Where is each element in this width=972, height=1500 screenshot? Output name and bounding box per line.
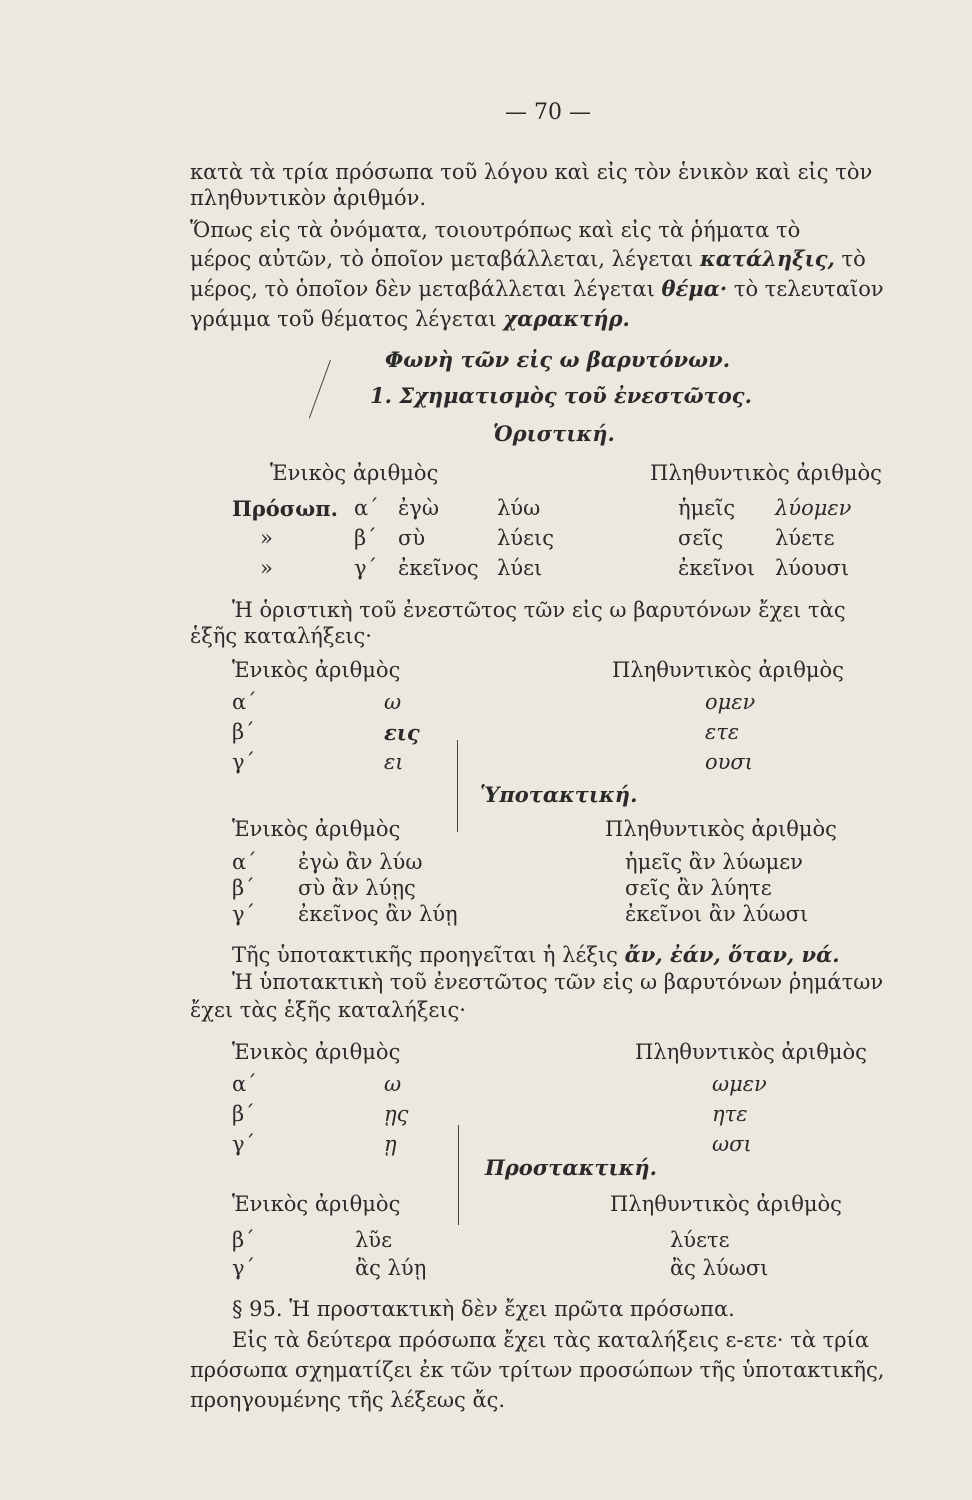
intro-line-3: Ὅπως εἰς τὰ ὀνόματα, τοιουτρόπως καὶ εἰς τὰ ῥήματα τὸ xyxy=(190,218,801,242)
ditto-mark-b: » xyxy=(260,526,273,550)
pronoun-b: σὺ xyxy=(398,526,426,550)
indicative-note-line-2: ἑξῆς καταλήξεις· xyxy=(190,624,372,648)
subj-pl-c: ἐκεῖνοι ἂν λύωσι xyxy=(625,902,809,926)
subj-sg-c: ἐκεῖνος ἂν λύῃ xyxy=(298,902,458,926)
ending-person-c: γ΄ xyxy=(232,750,256,774)
ending-sg-c: ει xyxy=(384,750,404,774)
pl-pronoun-b: σεῖς xyxy=(678,526,724,550)
intro-line-6: γράμμα τοῦ θέματος λέγεται χαρακτήρ. xyxy=(190,306,630,331)
indicative-plural-header: Πληθυντικὸς ἀριθμὸς xyxy=(650,461,882,485)
heading-indicative: Ὁριστική. xyxy=(493,421,615,446)
imp-pl-c: ἂς λύωσι xyxy=(670,1256,769,1280)
subj-ending-pl-b: ητε xyxy=(712,1102,748,1126)
imp-sg-b: λῦε xyxy=(355,1228,392,1252)
indicative-note-line-1: Ἡ ὁριστικὴ τοῦ ἐνεστῶτος τῶν εἰς ω βαρυτόνων ἔχει τὰς xyxy=(232,598,846,622)
subjunctive-particles: ἄν, ἐάν, ὅταν, νά. xyxy=(624,942,840,967)
imp-person-b: β΄ xyxy=(232,1228,255,1252)
imperative-plural-header: Πληθυντικὸς ἀριθμὸς xyxy=(610,1192,842,1216)
section-95-heading: § 95. Ἡ προστακτικὴ δὲν ἔχει πρῶτα πρόσωπα. xyxy=(232,1297,735,1321)
intro-line-1: κατὰ τὰ τρία πρόσωπα τοῦ λόγου καὶ εἰς τὸν ἑνικὸν καὶ εἰς τὸν xyxy=(190,160,873,184)
person-b: β΄ xyxy=(354,526,377,550)
subjunctive-note-1: Τῆς ὑποτακτικῆς προηγεῖται ἡ λέξις ἄν, ἐάν, ὅταν, νά. xyxy=(232,942,840,967)
pl-verb-a: λύομεν xyxy=(775,496,852,520)
heading-voice: Φωνὴ τῶν εἰς ω βαρυτόνων. xyxy=(385,347,731,372)
verb-a: λύω xyxy=(497,496,541,520)
subjunctive-bracket xyxy=(457,740,458,832)
endings-singular-header: Ἑνικὸς ἀριθμὸς xyxy=(232,658,401,682)
ditto-mark-c: » xyxy=(260,556,273,580)
intro-line-5: μέρος, τὸ ὁποῖον δὲν μεταβάλλεται λέγεται θέμα· τὸ τελευταῖον xyxy=(190,276,884,301)
pl-pronoun-c: ἐκεῖνοι xyxy=(678,556,756,580)
term-stem: θέμα· xyxy=(661,276,728,301)
heading-imperative: Προστακτική. xyxy=(485,1155,657,1180)
verb-b: λύεις xyxy=(497,526,554,550)
subj-ending-person-b: β΄ xyxy=(232,1102,255,1126)
final-line-2: πρόσωπα σχηματίζει ἐκ τῶν τρίτων προσώπων τῆς ὑποτακτικῆς, xyxy=(190,1358,885,1382)
margin-stroke xyxy=(309,360,331,419)
imperative-singular-header: Ἑνικὸς ἀριθμὸς xyxy=(232,1192,401,1216)
subjunctive-plural-header: Πληθυντικὸς ἀριθμὸς xyxy=(605,817,837,841)
subj-ending-sg-b: ῃς xyxy=(384,1102,409,1126)
ending-sg-b: εις xyxy=(384,720,420,745)
subj-ending-person-c: γ΄ xyxy=(232,1132,256,1156)
pl-verb-b: λύετε xyxy=(775,526,835,550)
subj-ending-pl-c: ωσι xyxy=(712,1132,752,1156)
subj-person-a: α΄ xyxy=(232,850,257,874)
final-line-3: προηγουμένης τῆς λέξεως ἄς. xyxy=(190,1388,506,1412)
subj-person-c: γ΄ xyxy=(232,902,256,926)
term-character: χαρακτήρ. xyxy=(503,306,630,331)
ending-pl-b: ετε xyxy=(705,720,740,744)
subj-person-b: β΄ xyxy=(232,876,255,900)
subjunctive-singular-header: Ἑνικὸς ἀριθμὸς xyxy=(232,817,401,841)
pronoun-c: ἐκεῖνος xyxy=(398,556,479,580)
ending-pl-c: ουσι xyxy=(705,750,753,774)
verb-c: λύει xyxy=(497,556,543,580)
subj-ending-pl-a: ωμεν xyxy=(712,1072,767,1096)
indicative-singular-header: Ἑνικὸς ἀριθμὸς xyxy=(270,461,439,485)
imperative-bracket xyxy=(458,1125,459,1225)
subj-sg-a: ἐγὼ ἂν λύω xyxy=(298,850,423,874)
subj-endings-plural-header: Πληθυντικὸς ἀριθμὸς xyxy=(635,1040,867,1064)
intro-line-4: μέρος αὐτῶν, τὸ ὁποῖον μεταβάλλεται, λέγεται κατάληξις, τὸ xyxy=(190,246,866,271)
pl-pronoun-a: ἡμεῖς xyxy=(678,496,736,520)
final-line-1: Εἰς τὰ δεύτερα πρόσωπα ἔχει τὰς καταλήξεις ε-ετε· τὰ τρία xyxy=(232,1328,870,1352)
subj-pl-a: ἡμεῖς ἂν λύωμεν xyxy=(625,850,803,874)
ending-pl-a: ομεν xyxy=(705,690,756,714)
subj-sg-b: σὺ ἂν λύῃς xyxy=(298,876,416,900)
pl-verb-c: λύουσι xyxy=(775,556,850,580)
subj-pl-b: σεῖς ἂν λύητε xyxy=(625,876,772,900)
ending-person-a: α΄ xyxy=(232,690,257,714)
subj-ending-sg-c: ῃ xyxy=(384,1132,397,1156)
subj-ending-person-a: α΄ xyxy=(232,1072,257,1096)
imp-sg-c: ἂς λύῃ xyxy=(355,1256,427,1280)
term-ending: κατάληξις, xyxy=(699,246,835,271)
person-c: γ΄ xyxy=(354,556,378,580)
imp-pl-b: λύετε xyxy=(670,1228,730,1252)
ending-person-b: β΄ xyxy=(232,720,255,744)
person-label: Πρόσωπ. xyxy=(232,496,338,521)
intro-line-2: πληθυντικὸν ἀριθμόν. xyxy=(190,186,427,210)
page-number: — 70 — xyxy=(505,100,591,125)
heading-subjunctive: Ὑποτακτική. xyxy=(480,782,638,807)
subj-endings-singular-header: Ἑνικὸς ἀριθμὸς xyxy=(232,1040,401,1064)
subjunctive-note-2-line-1: Ἡ ὑποτακτικὴ τοῦ ἐνεστῶτος τῶν εἰς ω βαρυτόνων ῥημάτων xyxy=(232,970,884,994)
pronoun-a: ἐγὼ xyxy=(398,496,439,520)
imp-person-c: γ΄ xyxy=(232,1256,256,1280)
endings-plural-header: Πληθυντικὸς ἀριθμὸς xyxy=(612,658,844,682)
subjunctive-note-2-line-2: ἔχει τὰς ἑξῆς καταλήξεις· xyxy=(190,998,466,1022)
heading-formation: 1. Σχηματισμὸς τοῦ ἐνεστῶτος. xyxy=(370,383,752,408)
person-a: α΄ xyxy=(354,496,379,520)
ending-sg-a: ω xyxy=(384,690,402,714)
subj-ending-sg-a: ω xyxy=(384,1072,402,1096)
